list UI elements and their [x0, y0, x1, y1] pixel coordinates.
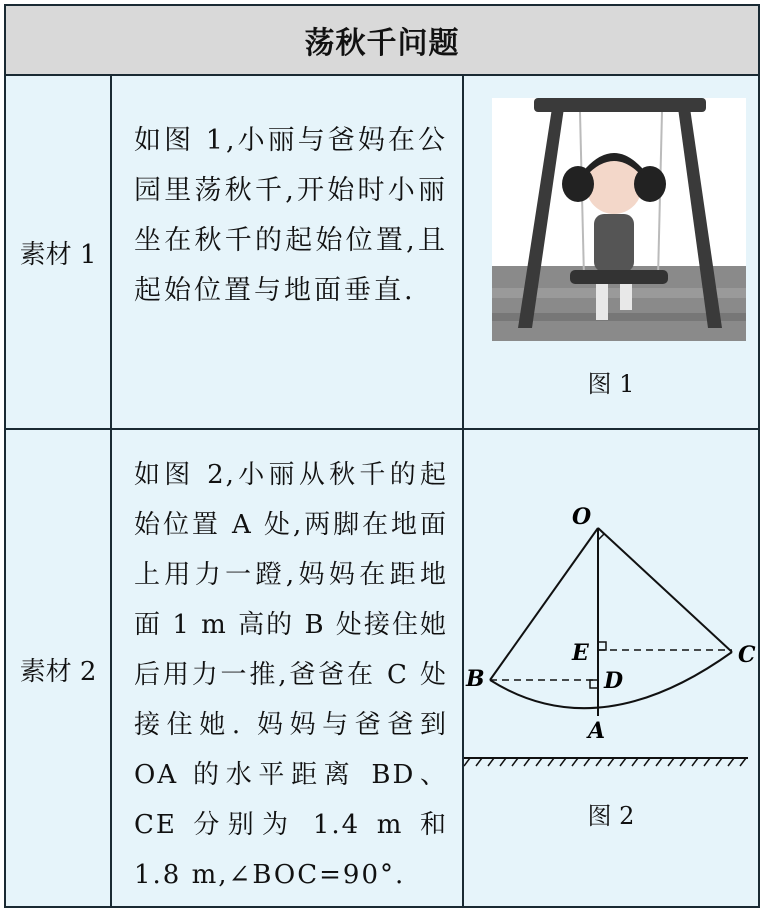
figure-caption: 图 2 — [587, 802, 635, 830]
material-label-cell — [6, 76, 112, 428]
problem-card — [4, 4, 760, 908]
figure-cell — [464, 76, 758, 428]
material-text: 如图 2,小丽从秋千的起始位置 A 处,两脚在地面上用力一蹬,妈妈在距地面 1 m 高的 B 处接住她后用力一推,爸爸在 C 处接住她. 妈妈与爸爸到 OA 的水平距离 BD、CE 分别为 1.4 m 和 1.8 m,∠BOC=90°. — [134, 460, 448, 890]
figure-caption: 图 1 — [587, 370, 635, 398]
material-row-1 — [6, 76, 758, 430]
label-O: O — [572, 504, 592, 530]
material-row-2 — [6, 430, 758, 908]
material-label: 素材 1 — [19, 239, 97, 270]
label-B: B — [466, 666, 485, 692]
label-D: D — [604, 668, 624, 694]
page-title: 荡秋千问题 — [304, 26, 460, 61]
material-text-cell — [112, 76, 464, 428]
title-row — [6, 6, 758, 76]
material-label-cell — [6, 430, 112, 908]
material-text: 如图 1,小丽与爸妈在公园里荡秋千,开始时小丽坐在秋千的起始位置,且起始位置与地面垂直. — [134, 125, 448, 306]
label-E: E — [572, 640, 589, 666]
swing-diagram — [464, 430, 762, 790]
material-label: 素材 2 — [19, 656, 97, 687]
figure-cell — [464, 430, 758, 908]
material-text-cell — [112, 430, 464, 908]
swing-photo — [492, 98, 746, 341]
table-frame — [4, 4, 760, 908]
label-A: A — [588, 718, 606, 744]
label-C: C — [738, 642, 756, 668]
